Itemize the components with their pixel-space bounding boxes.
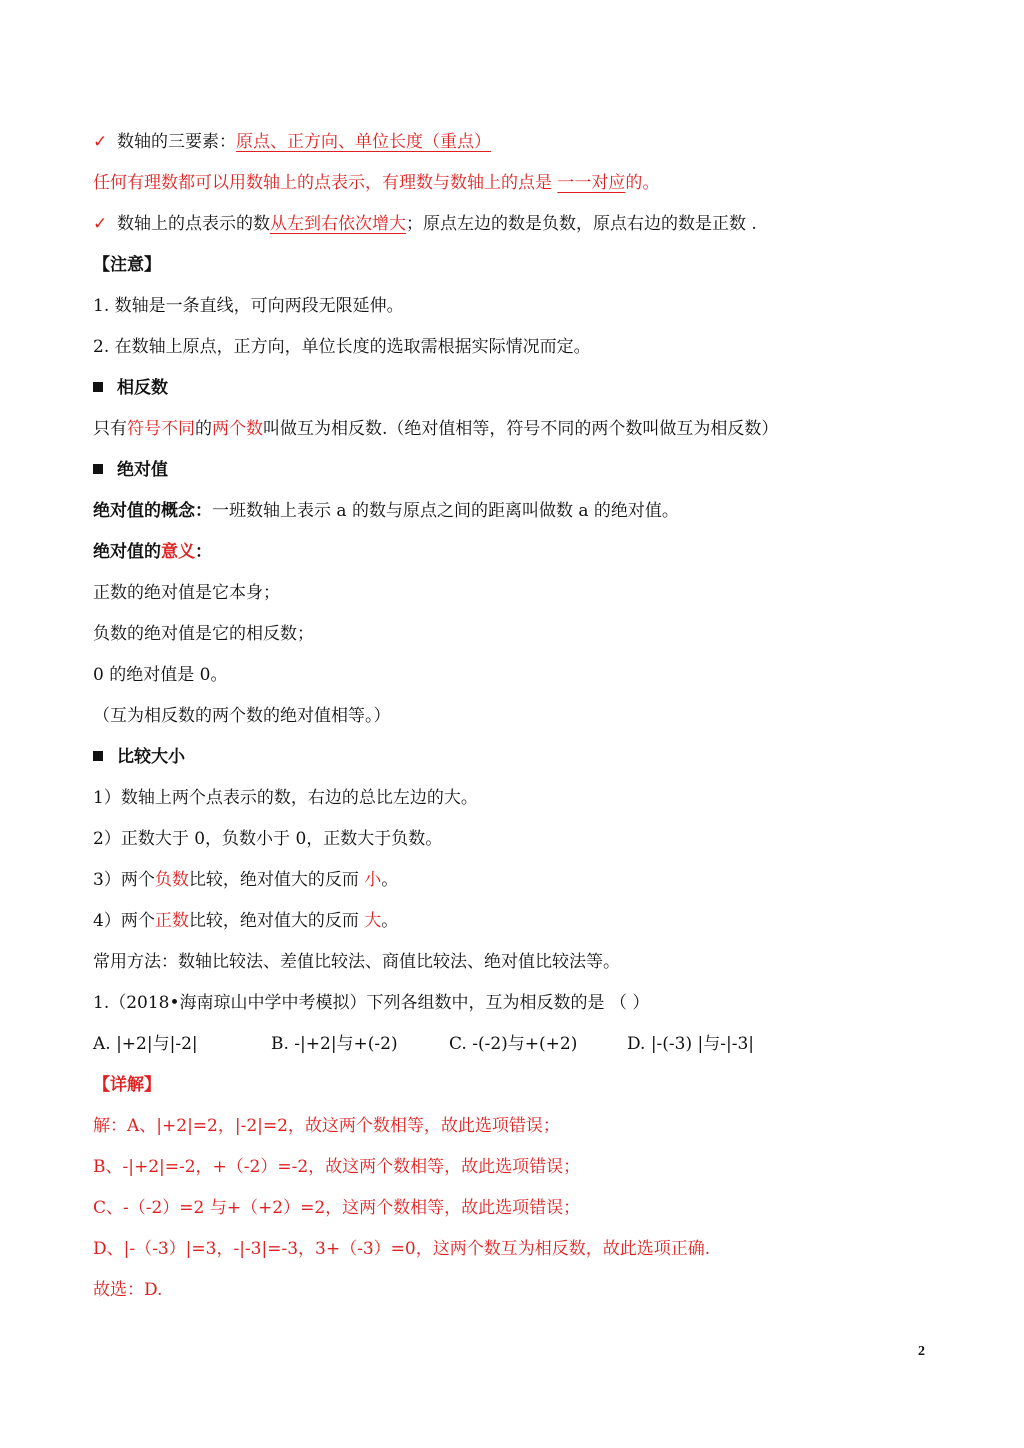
label: 绝对值的概念： bbox=[93, 501, 212, 521]
option-b: B. -|+2|与+(-2) bbox=[271, 1034, 398, 1054]
abs-rule-1: 正数的绝对值是它本身； bbox=[93, 583, 280, 603]
compare-rule-4 bbox=[93, 906, 964, 936]
compare-rule-1: 1）数轴上两个点表示的数，右边的总比左边的大。 bbox=[93, 788, 478, 808]
highlight-text: 负数 bbox=[154, 870, 189, 890]
highlight-text: 原点、正方向、单位长度（重点） bbox=[236, 132, 491, 152]
square-bullet-icon bbox=[93, 382, 103, 392]
compare-rule-2: 2）正数大于 0，负数小于 0，正数大于负数。 bbox=[93, 829, 443, 849]
note-item-1: 1. 数轴是一条直线，可向两段无限延伸。 bbox=[93, 296, 404, 316]
solution-answer: 故选：D. bbox=[93, 1280, 163, 1300]
common-methods: 常用方法：数轴比较法、差值比较法、商值比较法、绝对值比较法等。 bbox=[93, 952, 620, 972]
text: 。 bbox=[381, 870, 399, 890]
option-a: A. |+2|与|-2| bbox=[93, 1034, 198, 1054]
text: 任何有理数都可以用数轴上的点表示，有理数与数轴上的点是 bbox=[93, 173, 558, 193]
text: 一班数轴上表示 a 的数与原点之间的距离叫做数 a 的绝对值。 bbox=[212, 501, 679, 521]
note-title: 【注意】 bbox=[93, 255, 161, 275]
highlight-text: 两个数 bbox=[212, 419, 263, 439]
solution-line-2: B、-|+2|=-2，+（-2）=-2，故这两个数相等，故此选项错误； bbox=[93, 1157, 581, 1177]
highlight-text: 符号不同 bbox=[127, 419, 195, 439]
question-stem: 1.（2018•海南琼山中学中考模拟）下列各组数中，互为相反数的是 （ ） bbox=[93, 993, 650, 1013]
highlight-text: 小 bbox=[364, 870, 382, 890]
heading-text: 比较大小 bbox=[117, 747, 185, 767]
question-options bbox=[93, 1029, 964, 1059]
abs-concept bbox=[93, 496, 964, 526]
option-c: C. -(-2)与+(+2) bbox=[449, 1034, 578, 1054]
check-icon: ✓ bbox=[93, 132, 108, 152]
increasing-line bbox=[93, 209, 964, 239]
highlight-text: 大 bbox=[364, 911, 382, 931]
text: 3）两个 bbox=[93, 870, 155, 890]
solution-line-3: C、-（-2）=2 与+（+2）=2，这两个数相等，故此选项错误； bbox=[93, 1198, 581, 1218]
text: 数轴的三要素： bbox=[117, 132, 236, 152]
solution-line-1: 解：A、|+2|=2，|-2|=2，故这两个数相等，故此选项错误； bbox=[93, 1116, 560, 1136]
highlight-text: 正数 bbox=[154, 911, 189, 931]
highlight-text: 从左到右依次增大 bbox=[270, 214, 406, 234]
abs-meaning-label bbox=[93, 537, 964, 567]
three-elements-line bbox=[93, 127, 964, 157]
text: 。 bbox=[381, 911, 399, 931]
abs-rule-3: 0 的绝对值是 0。 bbox=[93, 665, 228, 685]
note-item-2: 2. 在数轴上原点，正方向，单位长度的选取需根据实际情况而定。 bbox=[93, 337, 591, 357]
abs-rule-4: （互为相反数的两个数的绝对值相等。） bbox=[93, 706, 391, 726]
solution-line-4: D、|-（-3）|=3，-|-3|=-3，3+（-3）=0，这两个数互为相反数，故此选项正确. bbox=[93, 1239, 711, 1259]
text: 比较，绝对值大的反而 bbox=[188, 911, 365, 931]
text: 4）两个 bbox=[93, 911, 155, 931]
highlight-text: 意义 bbox=[161, 542, 195, 562]
heading-text: 相反数 bbox=[117, 378, 168, 398]
text: 比较，绝对值大的反而 bbox=[188, 870, 365, 890]
compare-rule-3 bbox=[93, 865, 964, 895]
text: ；原点左边的数是负数，原点右边的数是正数 . bbox=[406, 214, 757, 234]
text: 只有 bbox=[93, 419, 127, 439]
text: 的 bbox=[195, 419, 212, 439]
page-number: 2 bbox=[918, 1344, 925, 1359]
option-d: D. |-(-3) |与-|-3| bbox=[627, 1034, 755, 1054]
square-bullet-icon bbox=[93, 464, 103, 474]
section-opposite-heading bbox=[93, 373, 964, 403]
detail-title: 【详解】 bbox=[93, 1075, 161, 1095]
section-compare-heading bbox=[93, 742, 964, 772]
highlight-text: 一一对应 bbox=[557, 173, 626, 193]
heading-text: 绝对值 bbox=[117, 460, 168, 480]
abs-rule-2: 负数的绝对值是它的相反数； bbox=[93, 624, 314, 644]
square-bullet-icon bbox=[93, 751, 103, 761]
check-icon: ✓ bbox=[93, 214, 108, 234]
correspondence-line bbox=[93, 168, 964, 198]
text: 数轴上的点表示的数 bbox=[117, 214, 270, 234]
opposite-definition bbox=[93, 414, 964, 444]
text: 叫做互为相反数.（绝对值相等，符号不同的两个数叫做互为相反数） bbox=[263, 419, 779, 439]
section-abs-heading bbox=[93, 455, 964, 485]
text: 绝对值的 bbox=[93, 542, 161, 562]
text: 的。 bbox=[625, 173, 660, 193]
text: ： bbox=[195, 542, 212, 562]
